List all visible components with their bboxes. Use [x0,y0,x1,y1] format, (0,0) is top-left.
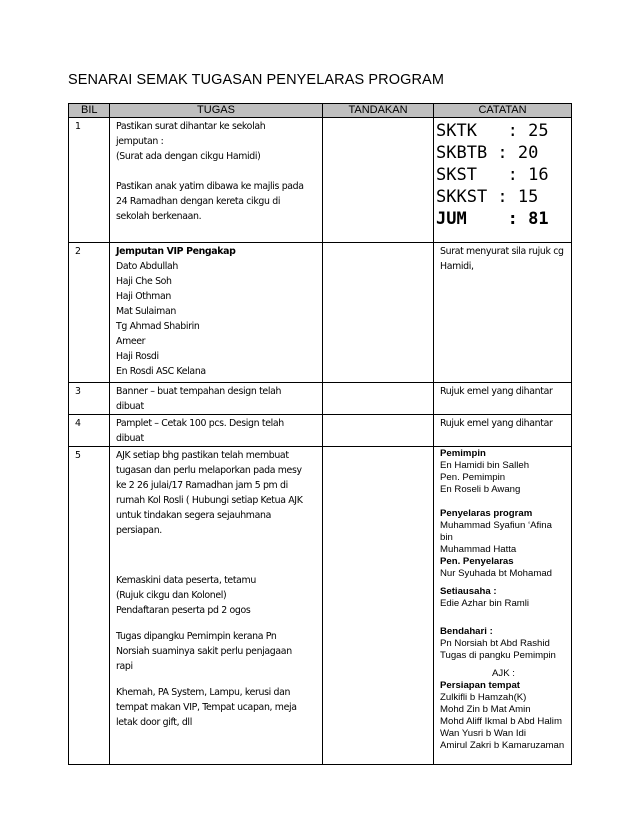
table-row [69,118,572,243]
count-line: SKKST : 15 [436,187,539,207]
committee-member: Muhammad Hatta [440,544,517,555]
task-line: untuk tindakan segera sejauhmana [116,510,271,521]
task-cell [110,383,323,415]
task-line: ke 2 26 julai/17 Ramadhan jam 5 pm di [116,480,288,491]
committee-member: Tugas di pangku Pemimpin [440,650,556,661]
task-line: 24 Ramadhan dengan kereta cikgu di [116,196,281,207]
committee-label: AJK : [492,668,515,679]
task-line: tempat makan VIP, Tempat ucapan, meja [116,702,297,713]
row-number: 5 [69,447,110,765]
task-heading: Jemputan VIP Pengakap [116,246,236,257]
task-line: Kemaskini data peserta, tetamu [116,575,256,586]
committee-label: Persiapan tempat [440,680,520,691]
committee-member: Mohd Zin b Mat Amin [440,704,531,715]
note-cell [434,383,572,415]
committee-member: Wan Yusri b Wan Idi [440,728,527,739]
task-line: Mat Sulaiman [116,306,176,317]
note-text: Rujuk emel yang dihantar [440,386,553,397]
task-line: Norsiah suaminya sakit perlu penjagaan [116,646,292,657]
task-line: persiapan. [116,525,162,536]
task-line: (Surat ada dengan cikgu Hamidi) [116,151,261,162]
task-cell [110,447,323,765]
task-line: rumah Kol Rosli ( Hubungi setiap Ketua AJK [116,495,303,506]
tick-cell[interactable] [323,243,434,383]
header-tugas: TUGAS [110,104,323,118]
tick-cell[interactable] [323,383,434,415]
row-number: 2 [69,243,110,383]
committee-member: En Roseli b Awang [440,484,521,495]
committee-member: Muhammad Syafiun ‘Afina bin [440,520,552,543]
task-line: tugasan dan perlu melaporkan pada mesy [116,465,302,476]
task-cell [110,118,323,243]
row-number: 4 [69,415,110,447]
committee-label: Pen. Pemimpin [440,472,506,483]
count-line: SKTK : 25 [436,121,549,141]
task-line: Banner – buat tempahan design telah [116,386,282,397]
committee-member: Pn Norsiah bt Abd Rashid [440,638,550,649]
task-line: Pamplet – Cetak 100 pcs. Design telah [116,418,284,429]
task-line: AJK setiap bhg pastikan telah membuat [116,450,289,461]
page-title: SENARAI SEMAK TUGASAN PENYELARAS PROGRAM [68,72,444,88]
committee-member: Mohd Aliff Ikmal b Abd Halim [440,716,562,727]
task-line: Pendaftaran peserta pd 2 ogos [116,605,251,616]
task-line: rapi [116,661,133,672]
task-line: Dato Abdullah [116,261,178,272]
committee-label: Pemimpin [440,448,486,459]
school-counts [434,118,572,243]
committee-member: Zulkifli b Hamzah(K) [440,692,527,703]
tick-cell[interactable] [323,118,434,243]
task-line: Pastikan anak yatim dibawa ke majlis pada [116,181,304,192]
committee-member: En Hamidi bin Salleh [440,460,530,471]
task-line: dibuat [116,401,144,412]
table-row [69,447,572,765]
task-line: Pastikan surat dihantar ke sekolah [116,121,266,132]
tick-cell[interactable] [323,415,434,447]
task-cell [110,415,323,447]
tick-cell[interactable] [323,447,434,765]
committee-label: Pen. Penyelaras [440,556,514,567]
count-line: SKBTB : 20 [436,143,539,163]
note-cell [434,415,572,447]
table-row [69,243,572,383]
row-number: 1 [69,118,110,243]
task-line: Khemah, PA System, Lampu, kerusi dan [116,687,291,698]
committee-member: Nur Syuhada bt Mohamad [440,568,552,579]
committee-label: Penyelaras program [440,508,533,519]
task-line: jemputan : [116,136,164,147]
header-tandakan: TANDAKAN [323,104,434,118]
row-number: 3 [69,383,110,415]
count-total: JUM : 81 [436,209,549,229]
checklist-table [68,103,572,765]
header-bil: BIL [69,104,110,118]
note-text: Surat menyurat sila rujuk cg Hamidi, [440,246,564,272]
task-line: Ameer [116,336,146,347]
committee-label: Bendahari : [440,626,493,637]
task-line: Haji Che Soh [116,276,172,287]
task-line: letak door gift, dll [116,717,192,728]
table-row [69,383,572,415]
committee-cell [434,447,572,765]
header-row [69,104,572,118]
task-line: Tugas dipangku Pemimpin kerana Pn [116,631,277,642]
task-cell [110,243,323,383]
task-line: Haji Rosdi [116,351,159,362]
task-line: (Rujuk cikgu dan Kolonel) [116,590,227,601]
committee-member: Edie Azhar bin Ramli [440,598,530,609]
count-line: SKST : 16 [436,165,549,185]
task-line: En Rosdi ASC Kelana [116,366,206,377]
task-line: Tg Ahmad Shabirin [116,321,200,332]
note-text: Rujuk emel yang dihantar [440,418,553,429]
header-catatan: CATATAN [434,104,572,118]
task-line: sekolah berkenaan. [116,211,202,222]
task-line: Haji Othman [116,291,171,302]
note-cell [434,243,572,383]
committee-label: Setiausaha : [440,586,497,597]
task-line: dibuat [116,433,144,444]
table-row [69,415,572,447]
committee-member: Amirul Zakri b Kamaruzaman [440,740,565,751]
